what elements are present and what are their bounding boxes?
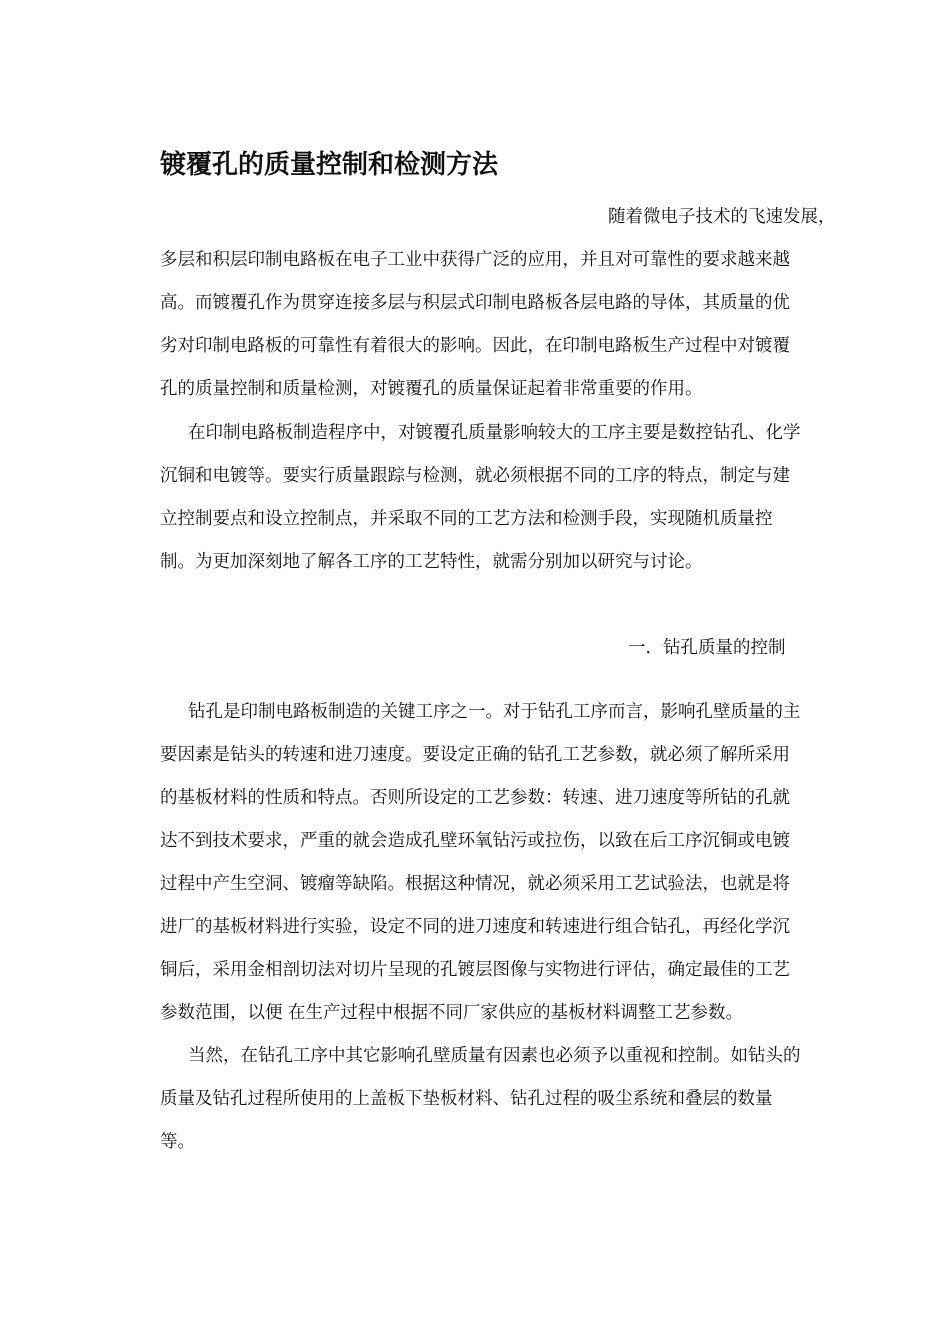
para3-line-3: 的基板材料的性质和特点。否则所设定的工艺参数：转速、进刀速度等所钻的孔就 — [160, 788, 790, 808]
para3-line-7: 铜后，采用金相剖切法对切片呈现的孔镀层图像与实物进行评估，确定最佳的工艺 — [160, 960, 790, 980]
para3-line-4: 达不到技术要求，严重的就会造成孔壁环氧钻污或拉伤，以致在后工序沉铜或电镀 — [160, 831, 790, 851]
para3-line-2: 要因素是钻头的转速和进刀速度。要设定正确的钻孔工艺参数，就必须了解所采用 — [160, 745, 790, 765]
para3-line-6: 进厂的基板材料进行实验，设定不同的进刀速度和转速进行组合钻孔，再经化学沉 — [160, 917, 790, 937]
document-title: 镀覆孔的质量控制和检测方法 — [160, 150, 499, 180]
intro-line-2: 多层和积层印制电路板在电子工业中获得广泛的应用，并且对可靠性的要求越来越 — [160, 250, 790, 270]
intro-line-4: 劣对印制电路板的可靠性有着很大的影响。因此，在印制电路板生产过程中对镀覆 — [160, 336, 790, 356]
para3-line-8: 参数范围，以便 在生产过程中根据不同厂家供应的基板材料调整工艺参数。 — [160, 1003, 744, 1023]
intro-line-1: 随着微电子技术的飞速发展， — [608, 207, 836, 227]
intro-line-5: 孔的质量控制和质量检测，对镀覆孔的质量保证起着非常重要的作用。 — [160, 379, 703, 399]
para3-line-5: 过程中产生空洞、镀瘤等缺陷。根据这种情况，就必须采用工艺试验法，也就是将 — [160, 874, 790, 894]
section-heading: 一．钻孔质量的控制 — [628, 638, 786, 658]
para4-line-1: 当然，在钻孔工序中其它影响孔壁质量有因素也必须予以重视和控制。如钻头的 — [188, 1046, 801, 1066]
para2-line-1: 在印制电路板制造程序中，对镀覆孔质量影响较大的工序主要是数控钻孔、化学 — [188, 423, 801, 443]
para4-line-3: 等。 — [160, 1132, 195, 1152]
para2-line-2: 沉铜和电镀等。要实行质量跟踪与检测，就必须根据不同的工序的特点，制定与建 — [160, 466, 790, 486]
para3-line-1: 钻孔是印制电路板制造的关键工序之一。对于钻孔工序而言，影响孔壁质量的主 — [188, 702, 801, 722]
para2-line-4: 制。为更加深刻地了解各工序的工艺特性，就需分别加以研究与讨论。 — [160, 552, 703, 572]
intro-line-3: 高。而镀覆孔作为贯穿连接多层与积层式印制电路板各层电路的导体，其质量的优 — [160, 293, 790, 313]
para4-line-2: 质量及钻孔过程所使用的上盖板下垫板材料、钻孔过程的吸尘系统和叠层的数量 — [160, 1089, 773, 1109]
para2-line-3: 立控制要点和设立控制点，并采取不同的工艺方法和检测手段，实现随机质量控 — [160, 509, 773, 529]
